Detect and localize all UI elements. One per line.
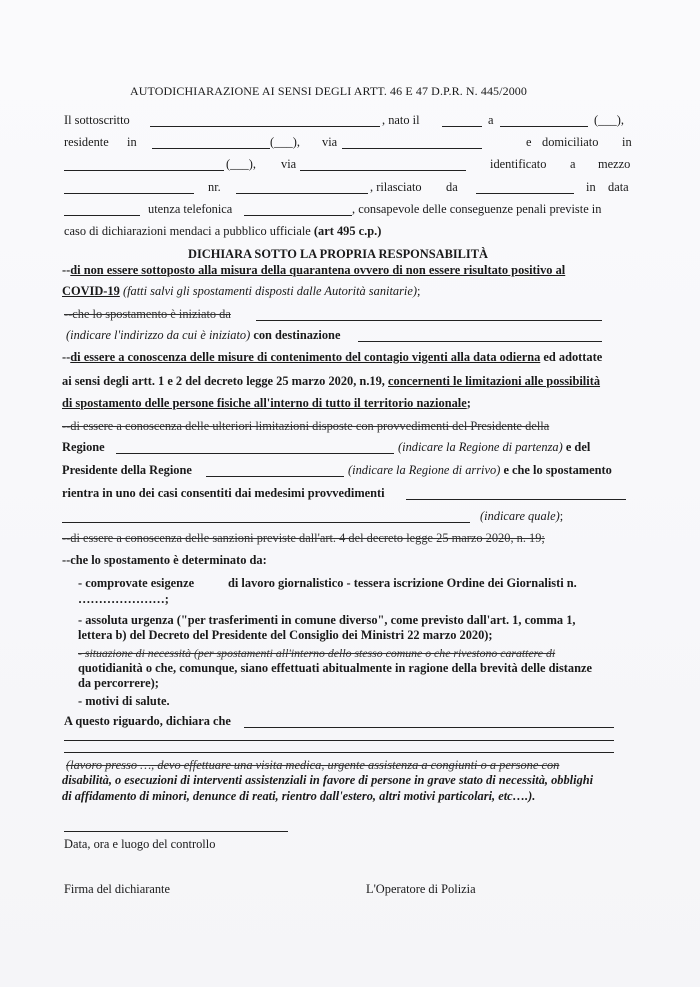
label-sottoscritto: Il sottoscritto: [64, 113, 130, 127]
label-riguardo: A questo riguardo, dichiara che: [64, 714, 231, 728]
label-nato-il: , nato il: [382, 113, 420, 127]
esempi-line-3: di affidamento di minori, denunce di reati, rientro dall'estero, altri motivi particolari, etc….).: [62, 789, 536, 803]
label-e: e: [526, 135, 532, 149]
field-riguardo-1[interactable]: [244, 727, 614, 728]
field-indirizzo-inizio[interactable]: [256, 320, 602, 321]
label-via-2: via: [281, 157, 297, 171]
regione-arrivo-line: (indicare la Regione di arrivo) e che lo spostamento: [348, 463, 612, 477]
field-destinazione[interactable]: [358, 341, 602, 342]
field-data-ora-luogo[interactable]: [64, 831, 288, 832]
label-caso: caso di dichiarazioni mendaci a pubblico ufficiale (art 495 c.p.): [64, 224, 382, 238]
motivo-lavoro-c: …………………;: [78, 592, 169, 606]
field-domicilio-via[interactable]: [300, 170, 466, 171]
label-mezzo: mezzo: [598, 157, 631, 171]
field-data-rilascio[interactable]: [64, 215, 140, 216]
field-rilasciato-da[interactable]: [476, 193, 574, 194]
esempi-line-2: disabilità, o esecuzioni di interventi assistenziali in favore di persone in grave stato di necessità, obblighi: [62, 773, 594, 787]
field-numero-documento[interactable]: [236, 193, 368, 194]
field-nome[interactable]: [150, 126, 380, 127]
label-in: in: [127, 135, 137, 149]
art-495: (art 495 c.p.): [313, 224, 382, 238]
label-data-ora-luogo: Data, ora e luogo del controllo: [64, 837, 216, 851]
field-residenza-via[interactable]: [342, 148, 482, 149]
ulteriori-line-1: --di essere a conoscenza delle ulteriori limitazioni disposte con provvedimenti del Presidente della: [62, 419, 550, 433]
label-regione: Regione: [62, 440, 105, 454]
field-residenza-prov[interactable]: (___),: [270, 135, 300, 149]
motivo-lavoro-a: - comprovate esigenze: [78, 576, 195, 590]
motivo-salute: - motivi di salute.: [78, 694, 170, 708]
label-domiciliato: domiciliato: [542, 135, 599, 149]
determinato-line: --che lo spostamento è determinato da:: [62, 553, 267, 567]
motivo-lavoro-b: di lavoro giornalistico - tessera iscrizione Ordine dei Giornalisti n.: [228, 576, 577, 590]
label-utenza: utenza telefonica: [148, 202, 233, 216]
contenimento-line-1: --di essere a conoscenza delle misure di contenimento del contagio vigenti alla data odierna ed adottate: [62, 350, 603, 364]
field-provvedimento-quale[interactable]: [62, 522, 470, 523]
dichiara-heading: DICHIARA SOTTO LA PROPRIA RESPONSABILITÀ: [188, 247, 488, 261]
label-consapevole: , consapevole delle conseguenze penali previste in: [352, 202, 602, 216]
quale-line: (indicare quale);: [480, 509, 564, 523]
spostamento-iniziato: --che lo spostamento è iniziato da: [64, 307, 231, 321]
label-nr: nr.: [208, 180, 221, 194]
field-riguardo-3[interactable]: [64, 752, 614, 753]
field-regione-partenza[interactable]: [116, 453, 394, 454]
motivo-necessita-c: da percorrere);: [78, 676, 159, 690]
field-prov-nascita[interactable]: (___),: [594, 113, 624, 127]
label-in-2: in: [622, 135, 632, 149]
label-rientra: rientra in uno dei casi consentiti dai medesimi provvedimenti: [62, 486, 385, 500]
quarantena-line-2: COVID-19 (fatti salvi gli spostamenti disposti dalle Autorità sanitarie);: [62, 284, 421, 298]
field-data-nascita[interactable]: [442, 126, 482, 127]
label-data: data: [608, 180, 629, 194]
label-via: via: [322, 135, 338, 149]
indirizzo-line: (indicare l'indirizzo da cui è iniziato) con destinazione: [66, 328, 341, 342]
label-da: da: [446, 180, 458, 194]
motivo-urgenza-a: - assoluta urgenza ("per trasferimenti in comune diverso", come previsto dall'art. 1, comma 1,: [78, 613, 576, 627]
label-identificato: identificato: [490, 157, 547, 171]
field-utenza-telefonica[interactable]: [244, 215, 352, 216]
esempi-line-1: (lavoro presso …, devo effettuare una visita medica, urgente assistenza a congiunti o a persone con: [66, 758, 560, 772]
sanzioni-line: --di essere a conoscenza delle sanzioni previste dall'art. 4 del decreto legge 25 marzo 2020, n. 19;: [62, 531, 545, 545]
label-a: a: [488, 113, 494, 127]
field-regione-arrivo[interactable]: [206, 476, 344, 477]
document-title: AUTODICHIARAZIONE AI SENSI DEGLI ARTT. 46 E 47 D.P.R. N. 445/2000: [130, 84, 527, 98]
contenimento-line-3: di spostamento delle persone fisiche all'interno di tutto il territorio nazionale;: [62, 396, 471, 410]
label-residente: residente: [64, 135, 109, 149]
label-firma-dichiarante: Firma del dichiarante: [64, 882, 170, 896]
quarantena-line-1: --di non essere sottoposto alla misura della quarantena ovvero di non essere risultato positivo al: [62, 263, 566, 277]
field-documento[interactable]: [64, 193, 194, 194]
field-residenza-comune[interactable]: [152, 148, 270, 149]
label-operatore-polizia: L'Operatore di Polizia: [366, 882, 476, 896]
field-luogo-nascita[interactable]: [500, 126, 588, 127]
regione-partenza-line: (indicare la Regione di partenza) e del: [398, 440, 591, 454]
contenimento-line-2: ai sensi degli artt. 1 e 2 del decreto legge 25 marzo 2020, n.19, concernenti le limitazioni alle possibilità: [62, 374, 601, 388]
label-presidente-regione: Presidente della Regione: [62, 463, 192, 477]
field-domicilio-prov[interactable]: (___),: [226, 157, 256, 171]
label-in-3: in: [586, 180, 596, 194]
field-riguardo-2[interactable]: [64, 740, 614, 741]
label-a-2: a: [570, 157, 576, 171]
motivo-necessita-strike: - situazione di necessità (per spostamenti all'interno dello stesso comune o che rivestono carattere di: [78, 646, 556, 660]
motivo-necessita-b: quotidianità o che, comunque, siano effettuati abitualmente in ragione della brevità delle distanze: [78, 661, 592, 675]
field-domicilio-comune[interactable]: [64, 170, 224, 171]
field-provvedimenti[interactable]: [406, 499, 626, 500]
label-rilasciato: , rilasciato: [370, 180, 422, 194]
motivo-urgenza-b: lettera b) del Decreto del Presidente del Consiglio dei Ministri 22 marzo 2020);: [78, 628, 493, 642]
